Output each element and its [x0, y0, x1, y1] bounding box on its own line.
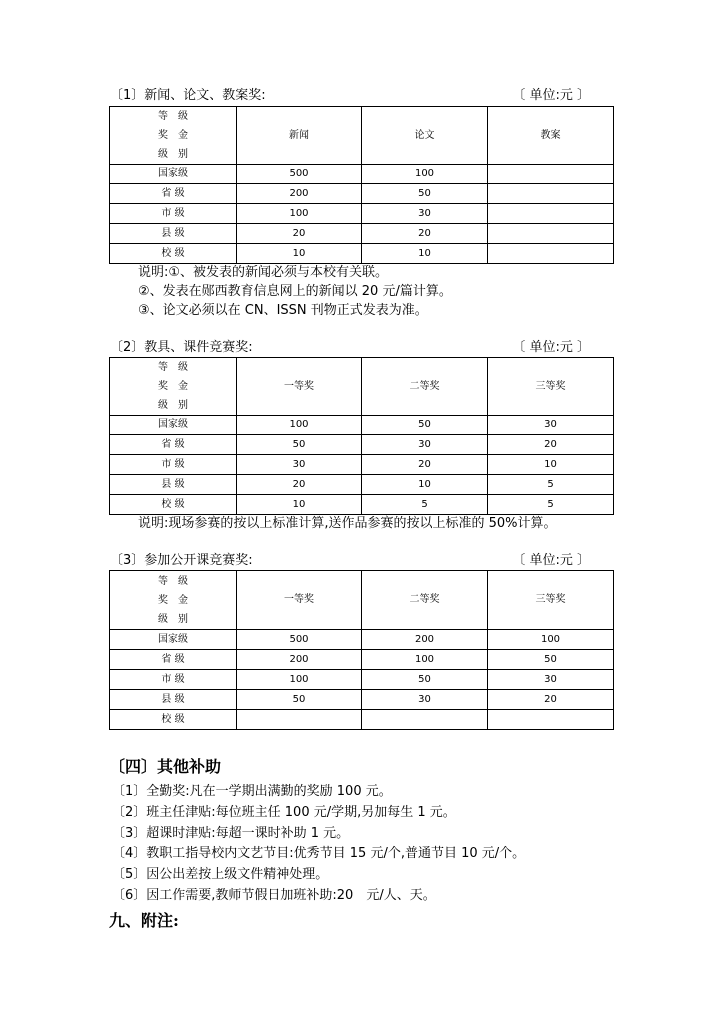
other-item-5: 〔5〕因公出差按上级文件精神处理。 — [112, 867, 329, 882]
value-cell: 20 — [362, 455, 488, 475]
table-row — [110, 710, 614, 730]
section2-header — [110, 339, 590, 357]
value-cell: 20 — [237, 475, 362, 495]
value-cell: 20 — [362, 224, 488, 244]
section2-table — [109, 357, 614, 515]
table-row — [110, 244, 614, 264]
level-cell: 国家级 — [110, 165, 237, 184]
section2-title: 〔2〕教具、课件竞赛奖: — [110, 340, 253, 355]
table-row — [110, 630, 614, 650]
value-cell: 50 — [488, 650, 614, 670]
level-cell: 国家级 — [110, 630, 237, 650]
section3-title: 〔3〕参加公开课竞赛奖: — [110, 553, 253, 568]
value-cell: 100 — [362, 650, 488, 670]
value-cell: 50 — [237, 435, 362, 455]
table-row — [110, 495, 614, 515]
section1-header — [110, 87, 590, 105]
value-cell: 30 — [237, 455, 362, 475]
level-cell: 校 级 — [110, 244, 237, 264]
table-row — [110, 224, 614, 244]
table-row — [110, 690, 614, 710]
column-header: 二等奖 — [362, 571, 488, 630]
section1-table — [109, 106, 614, 264]
value-cell: 500 — [237, 165, 362, 184]
section1-note-1: 说明:①、被发表的新闻必须与本校有关联。 — [138, 265, 389, 280]
other-item-1: 〔1〕全勤奖:凡在一学期出满勤的奖励 100 元。 — [112, 784, 392, 799]
value-cell: 100 — [362, 165, 488, 184]
level-cell: 市 级 — [110, 455, 237, 475]
other-item-2: 〔2〕班主任津贴:每位班主任 100 元/学期,另加每生 1 元。 — [112, 805, 456, 820]
value-cell: 10 — [488, 455, 614, 475]
value-cell — [488, 204, 614, 224]
column-header: 教案 — [488, 107, 614, 165]
value-cell: 20 — [488, 690, 614, 710]
value-cell: 10 — [237, 244, 362, 264]
value-cell — [488, 710, 614, 730]
section1-note-3: ③、论文必须以在 CN、ISSN 刊物正式发表为准。 — [138, 303, 428, 318]
value-cell: 20 — [237, 224, 362, 244]
other-item-4: 〔4〕教职工指导校内文艺节目:优秀节目 15 元/个,普通节目 10 元/个。 — [112, 846, 526, 861]
table-row — [110, 455, 614, 475]
value-cell — [362, 710, 488, 730]
level-cell: 省 级 — [110, 184, 237, 204]
level-cell: 省 级 — [110, 650, 237, 670]
value-cell — [488, 184, 614, 204]
value-cell: 10 — [362, 244, 488, 264]
other-item-3: 〔3〕超课时津贴:每超一课时补助 1 元。 — [112, 826, 350, 841]
corner-cell: 等 级 奖 金 级 别 — [110, 358, 237, 416]
table-row — [110, 416, 614, 435]
value-cell: 200 — [237, 650, 362, 670]
value-cell — [488, 165, 614, 184]
table-row — [110, 435, 614, 455]
section3-header — [110, 552, 590, 570]
value-cell: 500 — [237, 630, 362, 650]
table-row — [110, 670, 614, 690]
other-item-6: 〔6〕因工作需要,教师节假日加班补助:20 元/人、天。 — [112, 888, 436, 903]
column-header: 三等奖 — [488, 571, 614, 630]
value-cell: 30 — [488, 416, 614, 435]
level-cell: 校 级 — [110, 495, 237, 515]
value-cell: 200 — [362, 630, 488, 650]
column-header: 一等奖 — [237, 358, 362, 416]
level-cell: 校 级 — [110, 710, 237, 730]
value-cell: 10 — [237, 495, 362, 515]
value-cell: 50 — [362, 416, 488, 435]
value-cell: 100 — [237, 416, 362, 435]
level-cell: 省 级 — [110, 435, 237, 455]
value-cell: 30 — [362, 435, 488, 455]
value-cell: 5 — [488, 495, 614, 515]
value-cell: 30 — [362, 204, 488, 224]
column-header: 一等奖 — [237, 571, 362, 630]
value-cell: 50 — [362, 184, 488, 204]
level-cell: 县 级 — [110, 224, 237, 244]
table-row — [110, 184, 614, 204]
value-cell — [488, 244, 614, 264]
table-row — [110, 165, 614, 184]
level-cell: 市 级 — [110, 670, 237, 690]
section3-unit: 〔 单位:元 〕 — [512, 553, 590, 568]
corner-cell: 等 级 奖 金 级 别 — [110, 571, 237, 630]
other-heading: 〔四〕其他补助 — [109, 757, 222, 776]
value-cell — [237, 710, 362, 730]
level-cell: 市 级 — [110, 204, 237, 224]
table-row — [110, 650, 614, 670]
value-cell: 100 — [237, 204, 362, 224]
section1-title: 〔1〕新闻、论文、教案奖: — [110, 88, 266, 103]
value-cell: 30 — [488, 670, 614, 690]
corner-cell: 等 级 奖 金 级 别 — [110, 107, 237, 165]
section2-note: 说明:现场参赛的按以上标准计算,送作品参赛的按以上标准的 50%计算。 — [138, 516, 557, 531]
table-row — [110, 475, 614, 495]
level-cell: 县 级 — [110, 690, 237, 710]
section2-unit: 〔 单位:元 〕 — [512, 340, 590, 355]
value-cell: 30 — [362, 690, 488, 710]
column-header: 三等奖 — [488, 358, 614, 416]
value-cell: 50 — [362, 670, 488, 690]
column-header: 二等奖 — [362, 358, 488, 416]
appendix-heading: 九、附注: — [109, 911, 179, 930]
value-cell: 100 — [488, 630, 614, 650]
value-cell: 200 — [237, 184, 362, 204]
value-cell: 100 — [237, 670, 362, 690]
section3-table — [109, 570, 614, 730]
level-cell: 县 级 — [110, 475, 237, 495]
value-cell: 20 — [488, 435, 614, 455]
section1-note-2: ②、发表在郧西教育信息网上的新闻以 20 元/篇计算。 — [138, 284, 452, 299]
column-header: 新闻 — [237, 107, 362, 165]
section1-unit: 〔 单位:元 〕 — [512, 88, 590, 103]
level-cell: 国家级 — [110, 416, 237, 435]
table-row — [110, 204, 614, 224]
column-header: 论文 — [362, 107, 488, 165]
value-cell: 5 — [362, 495, 488, 515]
value-cell: 10 — [362, 475, 488, 495]
value-cell: 5 — [488, 475, 614, 495]
value-cell — [488, 224, 614, 244]
value-cell: 50 — [237, 690, 362, 710]
